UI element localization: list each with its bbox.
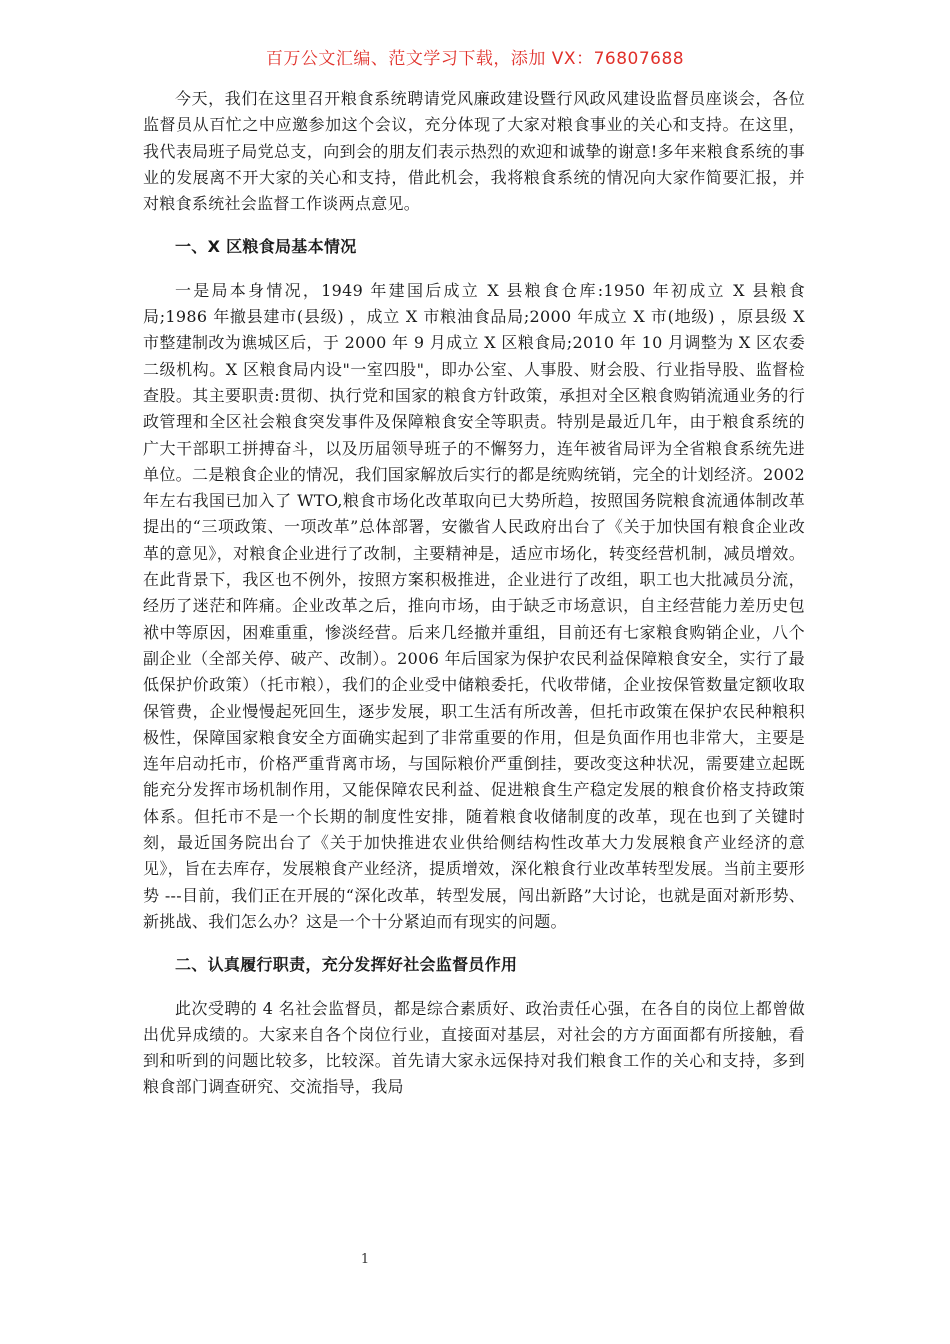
document-body xyxy=(143,86,805,1101)
page-number: 1 xyxy=(360,1252,370,1267)
intro-paragraph: 今天，我们在这里召开粮食系统聘请党风廉政建设暨行风政风建设监督员座谈会，各位监督员从百忙之中应邀参加这个会议，充分体现了大家对粮食事业的关心和支持。在这里，我代表局班子局党总支，向到会的朋友们表示热烈的欢迎和诚挚的谢意!多年来粮食系统的事业的发展离不开大家的关心和支持，借此机会，我将粮食系统的情况向大家作简要汇报，并对粮食系统社会监督工作谈两点意见。 xyxy=(143,89,805,214)
watermark-banner: 百万公文汇编、范文学习下载，添加 VX：76807688 xyxy=(265,49,685,69)
section-1-paragraph: 一是局本身情况，1949 年建国后成立 X 县粮食仓库:1950 年初成立 X 县粮食局;1986 年撤县建市(县级) ，成立 X 市粮油食品局;2000 年成立 X 市(地级) ，原县级 X 市整建制改为谯城区后，于 2000 年 9 月成立 X 区粮食局;2010 年 10 月调整为 X 区农委二级机构。X 区粮食局内设"一室四股"，即办公室、人事股、财会股、行业指导股、监督检查股。其主要职责:贯彻、执行党和国家的粮食方针政策，承担对全区粮食购销流通业务的行政管理和全区社会粮食突发事件及保障粮食安全等职责。特别是最近几年，由于粮食系统的广大干部职工拼搏奋斗，以及历届领导班子的不懈努力，连年被省局评为全省粮食系统先进单位。二是粮食企业的情况，我们国家解放后实行的都是统购统销，完全的计划经济。2002 年左右我国已加入了 WTO,粮食市场化改革取向已大势所趋，按照国务院粮食流通体制改革提出的“三项政策、一项改革”总体部署，安徽省人民政府出台了《关于加快国有粮食企业改革的意见》，对粮食企业进行了改制，主要精神是，适应市场化，转变经营机制，减员增效。在此背景下，我区也不例外，按照方案积极推进，企业进行了改组，职工也大批减员分流，经历了迷茫和阵痛。企业改革之后，推向市场，由于缺乏市场意识，自主经营能力差历史包袱中等原因，困难重重，惨淡经营。后来几经撤并重组，目前还有七家粮食购销企业，八个副企业（全部关停、破产、改制）。2006 年后国家为保护农民利益保障粮食安全，实行了最低保护价政策）（托市粮），我们的企业受中储粮委托，代收带储，企业按保管数量定额收取保管费，企业慢慢起死回生，逐步发展，职工生活有所改善，但托市政策在保护农民种粮积极性，保障国家粮食安全方面确实起到了非常重要的作用，但是负面作用也非常大，主要是连年启动托市，价格严重背离市场，与国际粮价严重倒挂，要改变这种状况，需要建立起既能充分发挥市场机制作用，又能保障农民利益、促进粮食生产稳定发展的粮食价格支持政策体系。但托市不是一个长期的制度性安排，随着粮食收储制度的改革，现在也到了关键时刻，最近国务院出台了《关于加快推进农业供给侧结构性改革大力发展粮食产业经济的意见》，旨在去库存，发展粮食产业经济，提质增效，深化粮食行业改革转型发展。当前主要形势 ---目前，我们正在开展的“深化改革，转型发展，闯出新路”大讨论，也就是面对新形势、新挑战、我们怎么办？这是一个十分紧迫而有现实的问题。 xyxy=(143,280,805,931)
section-heading-1: 一、X 区粮食局基本情况 xyxy=(175,237,357,257)
section-2-paragraph: 此次受聘的 4 名社会监督员，都是综合素质好、政治责任心强，在各自的岗位上都曾做出优异成绩的。大家来自各个岗位行业，直接面对基层，对社会的方方面面都有所接触，看到和听到的问题比较多，比较深。首先请大家永远保持对我们粮食工作的关心和支持，多到粮食部门调查研究、交流指导，我局 xyxy=(143,998,805,1097)
section-heading-2: 二、认真履行职责，充分发挥好社会监督员作用 xyxy=(175,955,518,975)
